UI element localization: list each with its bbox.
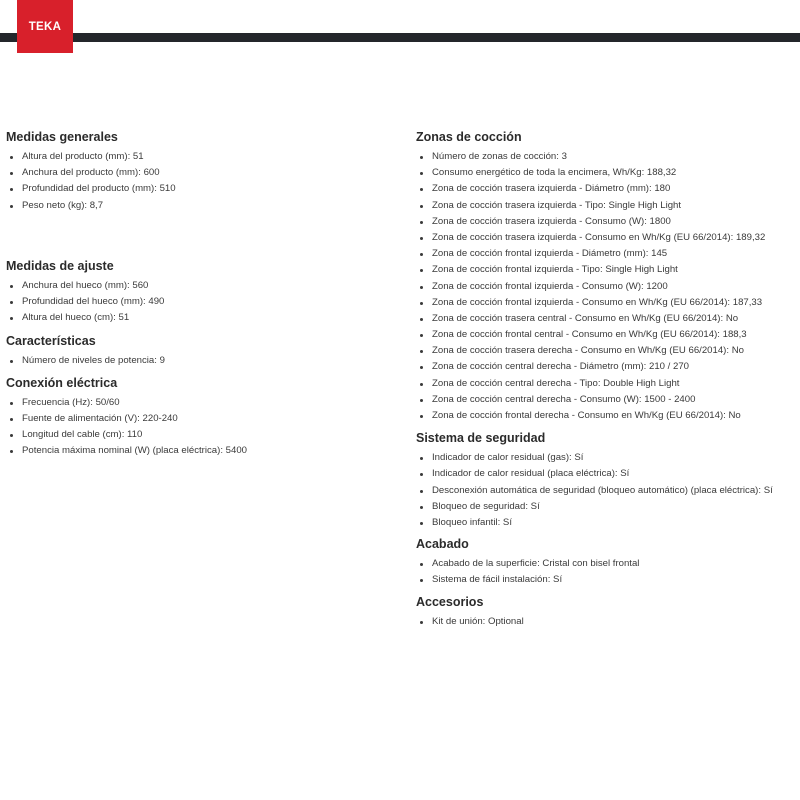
section-accesorios xyxy=(416,595,800,630)
header-bar xyxy=(0,33,800,42)
spec-item: Peso neto (kg): 8,7 xyxy=(6,198,396,214)
section-acabado xyxy=(416,537,800,588)
spec-list xyxy=(6,149,396,214)
section-conexion-electrica xyxy=(6,376,396,460)
spec-item: Longitud del cable (cm): 110 xyxy=(6,427,396,443)
section-title: Características xyxy=(6,334,96,349)
spec-list xyxy=(6,395,396,460)
section-zonas-de-coccion xyxy=(416,130,800,424)
section-caracteristicas xyxy=(6,334,396,369)
spec-item: Zona de cocción frontal derecha - Consumo en Wh/Kg (EU 66/2014): No xyxy=(416,408,800,424)
section-sistema-de-seguridad xyxy=(416,431,800,531)
spec-item: Zona de cocción frontal izquierda - Consumo (W): 1200 xyxy=(416,279,800,295)
spec-item: Zona de cocción frontal central - Consumo en Wh/Kg (EU 66/2014): 188,3 xyxy=(416,327,800,343)
spec-item: Zona de cocción trasera izquierda - Diámetro (mm): 180 xyxy=(416,181,800,197)
section-title: Accesorios xyxy=(416,594,484,609)
spec-item: Número de zonas de cocción: 3 xyxy=(416,149,800,165)
section-title: Sistema de seguridad xyxy=(416,431,546,446)
spec-item: Altura del producto (mm): 51 xyxy=(6,149,396,165)
spec-item: Altura del hueco (cm): 51 xyxy=(6,310,396,326)
spec-item: Frecuencia (Hz): 50/60 xyxy=(6,395,396,411)
spec-item: Indicador de calor residual (gas): Sí xyxy=(416,450,800,466)
section-medidas-de-ajuste xyxy=(6,259,396,327)
spec-item: Zona de cocción trasera izquierda - Consumo en Wh/Kg (EU 66/2014): 189,32 xyxy=(416,230,800,246)
teka-logo[interactable] xyxy=(17,0,73,53)
right-column xyxy=(416,130,800,630)
spec-item: Anchura del hueco (mm): 560 xyxy=(6,278,396,294)
section-title: Zonas de cocción xyxy=(416,130,522,144)
spec-list xyxy=(6,278,396,327)
spec-item: Zona de cocción central derecha - Tipo: Double High Light xyxy=(416,376,800,392)
spec-item: Bloqueo de seguridad: Sí xyxy=(416,499,800,515)
spec-item: Zona de cocción central derecha - Consumo (W): 1500 - 2400 xyxy=(416,392,800,408)
spec-item: Zona de cocción frontal izquierda - Tipo: Single High Light xyxy=(416,262,800,278)
spec-list xyxy=(6,353,396,369)
spec-item: Zona de cocción frontal izquierda - Consumo en Wh/Kg (EU 66/2014): 187,33 xyxy=(416,295,800,311)
section-title: Medidas generales xyxy=(6,130,118,144)
logo-text: TEKA xyxy=(28,20,62,33)
spec-item: Zona de cocción central derecha - Diámetro (mm): 210 / 270 xyxy=(416,359,800,375)
section-title: Acabado xyxy=(416,537,469,552)
spec-item: Desconexión automática de seguridad (bloqueo automático) (placa eléctrica): Sí xyxy=(416,483,800,499)
spec-item: Profundidad del producto (mm): 510 xyxy=(6,181,396,197)
spec-list xyxy=(416,556,800,588)
spec-item: Zona de cocción frontal izquierda - Diámetro (mm): 145 xyxy=(416,246,800,262)
spec-item: Zona de cocción trasera izquierda - Consumo (W): 1800 xyxy=(416,214,800,230)
left-column xyxy=(6,130,396,459)
spec-list xyxy=(416,614,800,630)
spec-item: Kit de unión: Optional xyxy=(416,614,800,630)
spec-item: Potencia máxima nominal (W) (placa eléctrica): 5400 xyxy=(6,443,396,459)
spec-item: Bloqueo infantil: Sí xyxy=(416,515,800,531)
spec-item: Indicador de calor residual (placa eléctrica): Sí xyxy=(416,466,800,482)
spec-item: Consumo energético de toda la encimera, Wh/Kg: 188,32 xyxy=(416,165,800,181)
section-title: Medidas de ajuste xyxy=(6,258,114,273)
spec-item: Zona de cocción trasera derecha - Consumo en Wh/Kg (EU 66/2014): No xyxy=(416,343,800,359)
spec-item: Número de niveles de potencia: 9 xyxy=(6,353,396,369)
spec-item: Zona de cocción trasera central - Consumo en Wh/Kg (EU 66/2014): No xyxy=(416,311,800,327)
section-title: Conexión eléctrica xyxy=(6,375,118,390)
spec-item: Profundidad del hueco (mm): 490 xyxy=(6,294,396,310)
spec-item: Sistema de fácil instalación: Sí xyxy=(416,572,800,588)
spec-item: Anchura del producto (mm): 600 xyxy=(6,165,396,181)
spec-item: Fuente de alimentación (V): 220-240 xyxy=(6,411,396,427)
spec-list xyxy=(416,450,800,531)
spec-item: Acabado de la superficie: Cristal con bisel frontal xyxy=(416,556,800,572)
spec-item: Zona de cocción trasera izquierda - Tipo: Single High Light xyxy=(416,198,800,214)
spec-list xyxy=(416,149,800,424)
section-medidas-generales xyxy=(6,130,396,214)
